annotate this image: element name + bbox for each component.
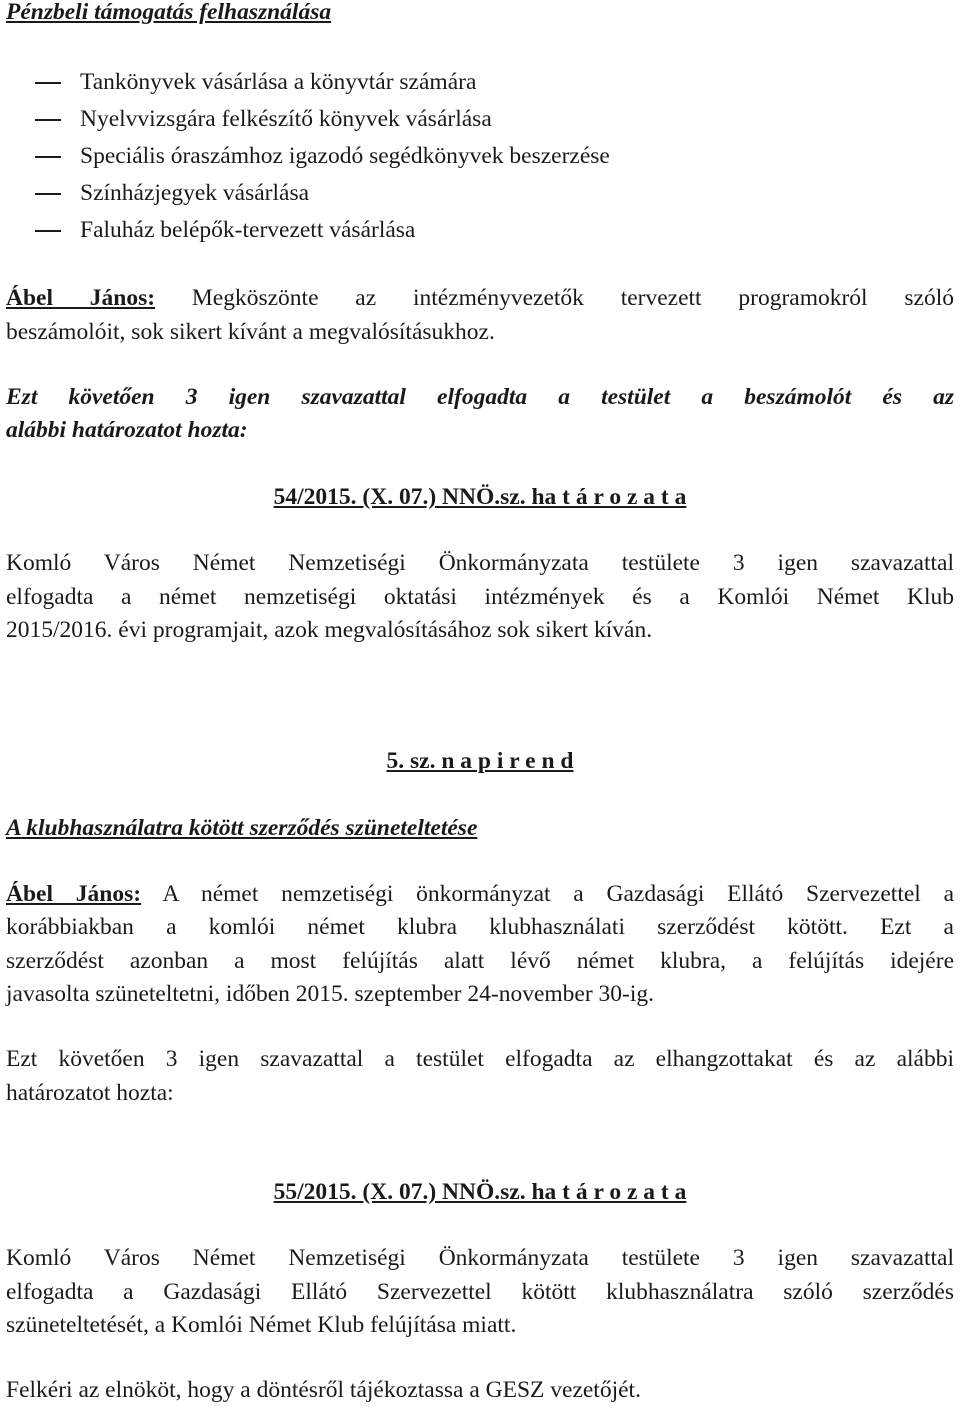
speaker-paragraph-line1 <box>6 282 954 315</box>
dash-bullet-icon <box>35 156 61 158</box>
speaker-paragraph2-line2: korábbiakban a komlói német klubra klubhasználati szerződést kötött. Ezt a <box>6 914 954 940</box>
purchase-list <box>6 64 906 249</box>
speaker-paragraph2-line4: javasolta szüneteltetni, időben 2015. szeptember 24-november 30-ig. <box>6 981 655 1007</box>
resolution-54-line3: 2015/2016. évi programjait, azok megvalósításához sok sikert kíván. <box>6 617 653 643</box>
list-item-text: Tankönyvek vásárlása a könyvtár számára <box>80 69 477 95</box>
list-item <box>6 175 906 212</box>
dash-bullet-icon <box>35 119 61 121</box>
vote-statement2-line2: határozatot hozta: <box>6 1080 174 1106</box>
list-item-text: Nyelvvizsgára felkészítő könyvek vásárlása <box>80 106 492 132</box>
speaker-text: A német nemzetiségi önkormányzat a Gazdasági Ellátó Szervezettel a <box>141 881 955 907</box>
list-item <box>6 101 906 138</box>
vote-statement-line1: Ezt követően 3 igen szavazattal elfogadta a testület a beszámolót és az <box>6 384 954 410</box>
resolution-54-line1: Komló Város Német Nemzetiségi Önkormányzata testülete 3 igen szavazattal <box>6 550 954 576</box>
list-item <box>6 64 906 101</box>
dash-bullet-icon <box>35 193 61 195</box>
list-item <box>6 138 906 175</box>
speaker-name: Ábel János: <box>6 881 142 907</box>
section-heading-club-contract: A klubhasználatra kötött szerződés szüneteltetése <box>6 815 478 841</box>
section-heading-funding: Pénzbeli támogatás felhasználása <box>6 0 332 25</box>
vote-statement2-line1: Ezt követően 3 igen szavazattal a testület elfogadta az elhangzottakat és az alábbi <box>6 1046 954 1072</box>
speaker-paragraph2-line3: szerződést azonban a most felújítás alatt lévő német klubra, a felújítás idejére <box>6 948 954 974</box>
dash-bullet-icon <box>35 82 61 84</box>
list-item-text: Színházjegyek vásárlása <box>80 180 310 206</box>
list-item-text: Speciális óraszámhoz igazodó segédkönyvek beszerzése <box>80 143 610 169</box>
closing-statement: Felkéri az elnököt, hogy a döntésről tájékoztassa a GESZ vezetőjét. <box>6 1377 641 1403</box>
speaker-paragraph-line2: beszámolóit, sok sikert kívánt a megvalósításukhoz. <box>6 319 495 345</box>
speaker-paragraph2-line1 <box>6 878 954 911</box>
speaker-name: Ábel János: <box>6 285 156 311</box>
resolution-55-line2: elfogadta a Gazdasági Ellátó Szervezettel kötött klubhasználatra szóló szerződés <box>6 1279 954 1305</box>
resolution-55-line1: Komló Város Német Nemzetiségi Önkormányzata testülete 3 igen szavazattal <box>6 1245 954 1271</box>
resolution-54-line2: elfogadta a német nemzetiségi oktatási intézmények és a Komlói Német Klub <box>6 584 954 610</box>
resolution-55-line3: szüneteltetését, a Komlói Német Klub felújítása miatt. <box>6 1312 517 1338</box>
speaker-text: Megköszönte az intézményvezetők tervezett programokról szóló <box>155 285 954 311</box>
list-item <box>6 212 906 249</box>
resolution-title-55: 55/2015. (X. 07.) NNÖ.sz. ha t á r o z a t a <box>273 1179 687 1205</box>
agenda-item-title: 5. sz. n a p i r e n d <box>386 748 574 774</box>
vote-statement-line2: alábbi határozatot hozta: <box>6 417 248 443</box>
resolution-title-54: 54/2015. (X. 07.) NNÖ.sz. ha t á r o z a t a <box>273 484 687 510</box>
list-item-text: Faluház belépők-tervezett vásárlása <box>80 217 416 243</box>
dash-bullet-icon <box>35 230 61 232</box>
